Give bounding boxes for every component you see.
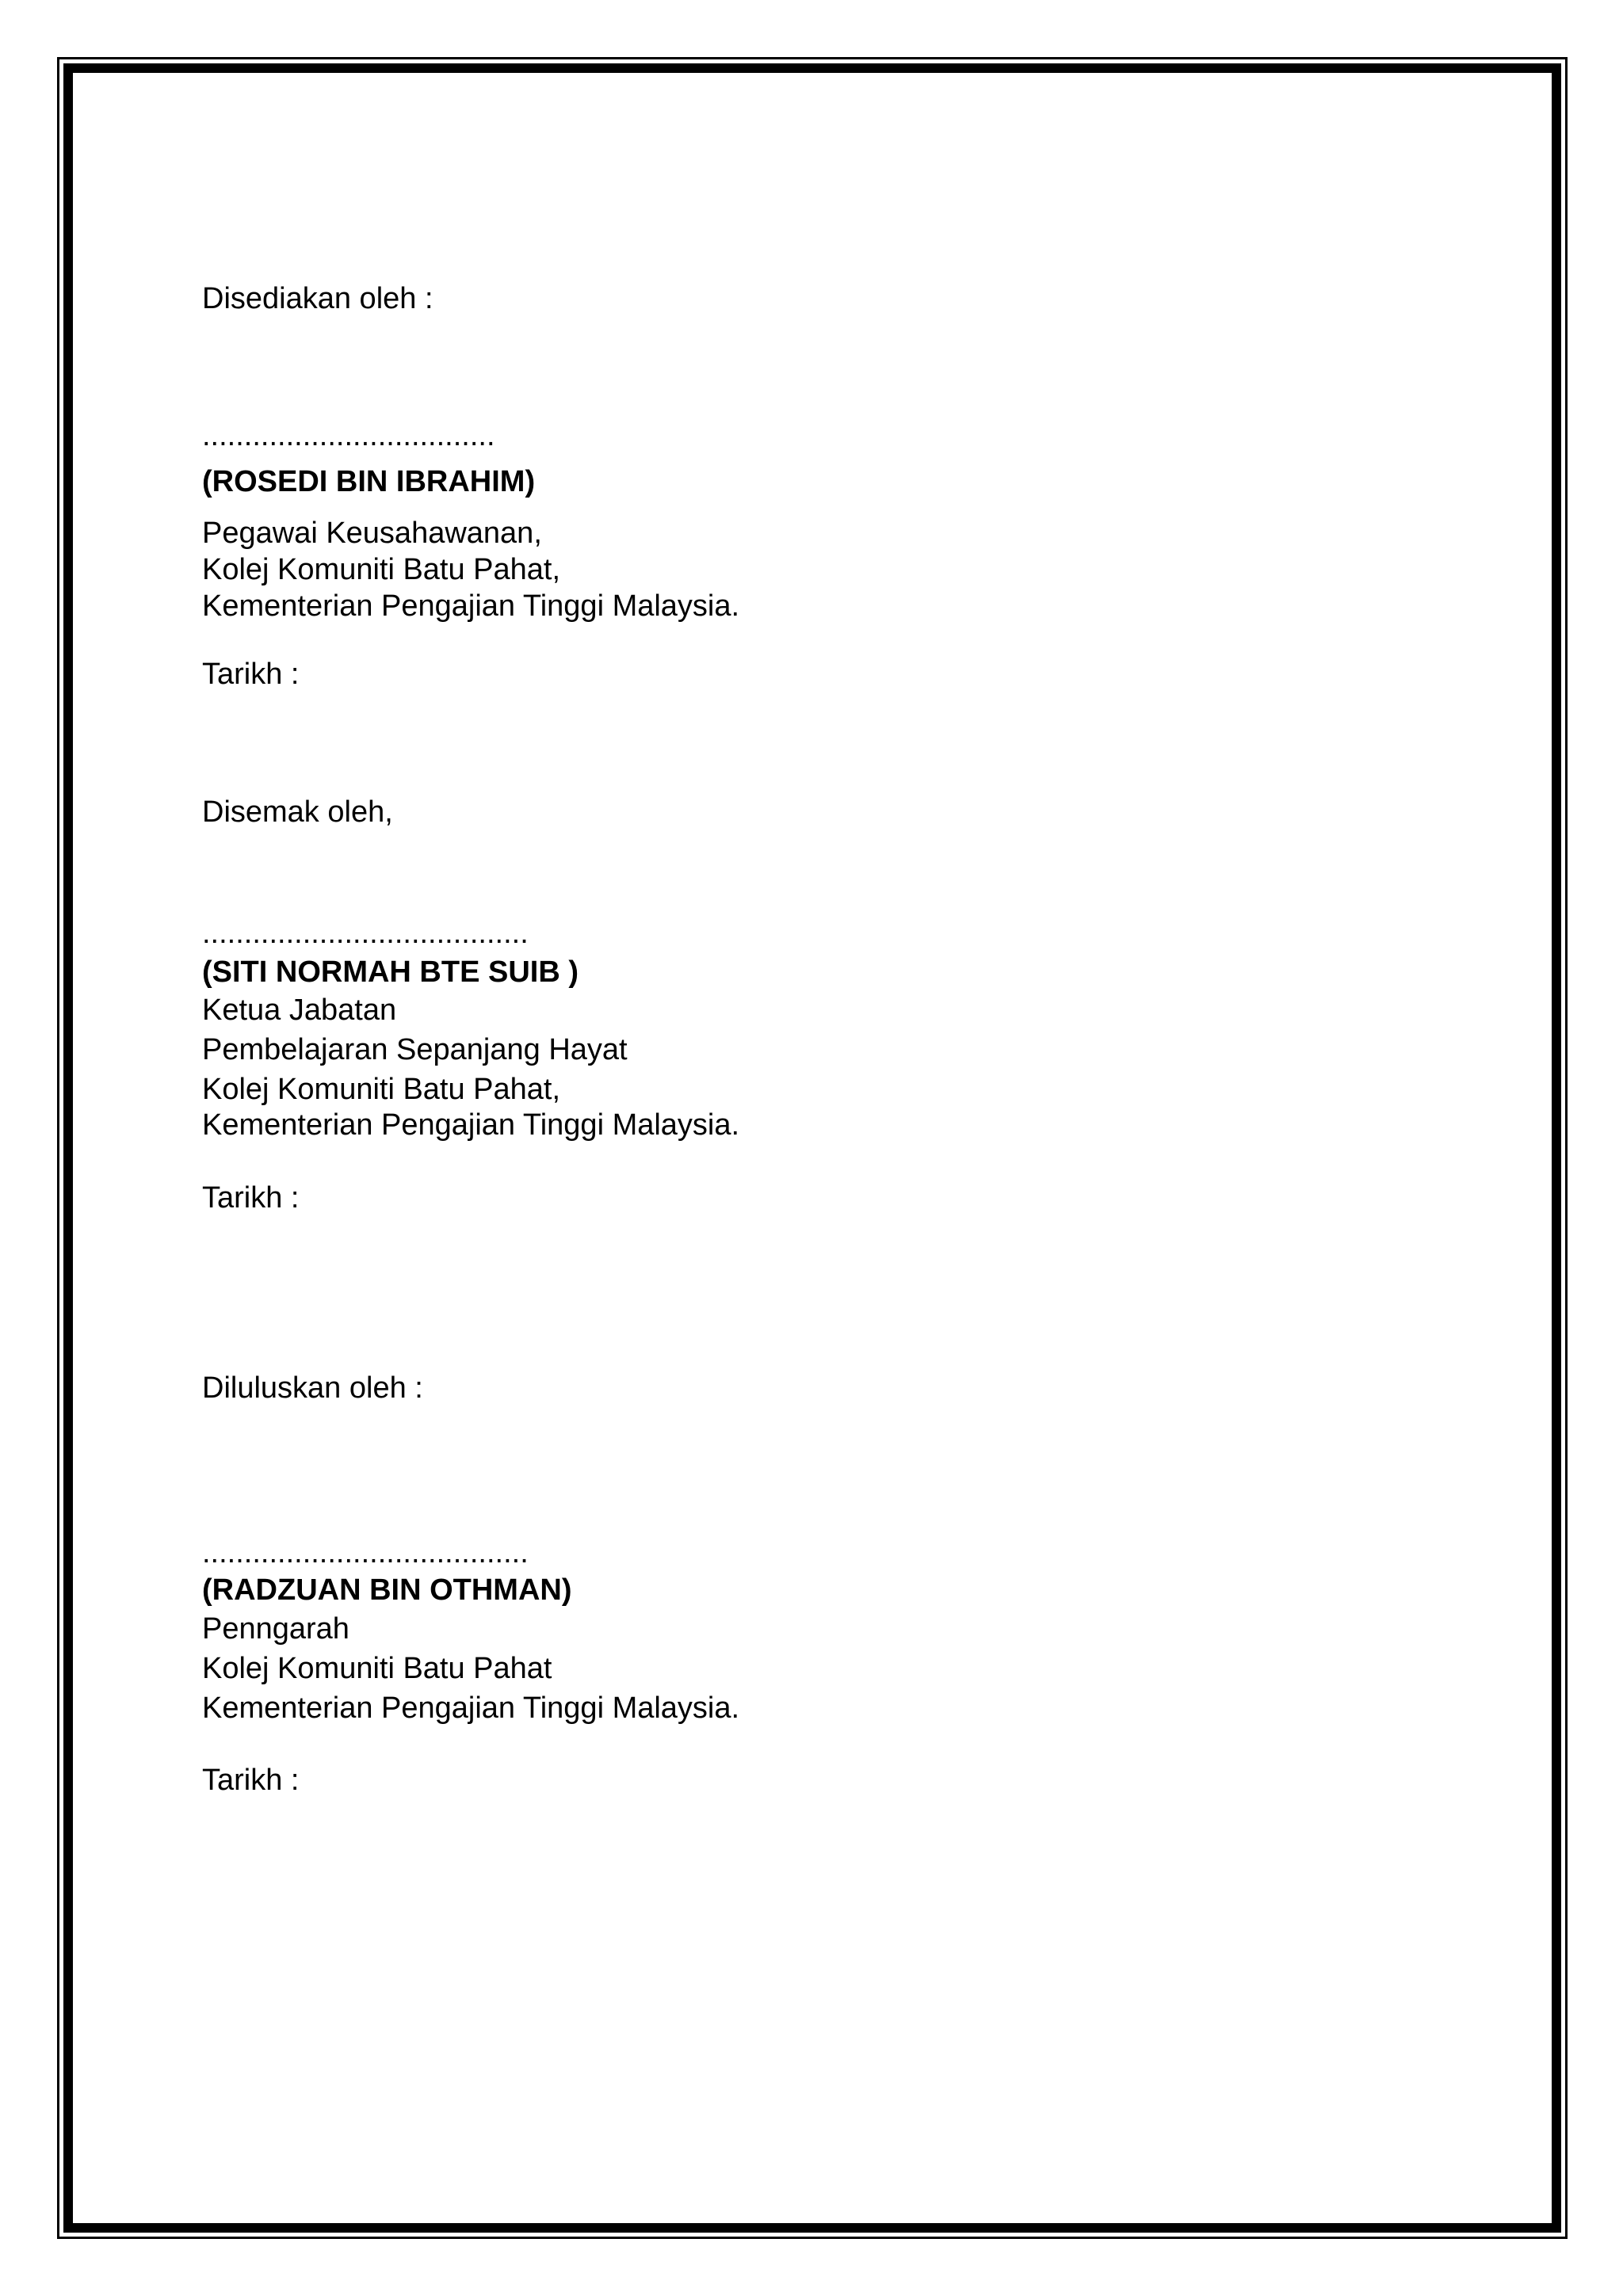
approved-name: (RADZUAN BIN OTHMAN)	[202, 1573, 572, 1607]
page-border-inner	[63, 63, 1561, 2233]
prepared-institution: Kolej Komuniti Batu Pahat,	[202, 553, 561, 586]
approved-ministry: Kementerian Pengajian Tinggi Malaysia.	[202, 1691, 740, 1725]
reviewed-ministry: Kementerian Pengajian Tinggi Malaysia.	[202, 1108, 740, 1142]
reviewed-position-1: Ketua Jabatan	[202, 994, 397, 1027]
approved-signature-line: .......................................	[202, 1536, 529, 1569]
reviewed-heading: Disemak oleh,	[202, 795, 393, 829]
reviewed-date-label: Tarikh :	[202, 1181, 300, 1215]
prepared-date-label: Tarikh :	[202, 658, 300, 691]
reviewed-name: (SITI NORMAH BTE SUIB )	[202, 955, 579, 989]
prepared-position: Pegawai Keusahawanan,	[202, 517, 542, 550]
prepared-name: (ROSEDI BIN IBRAHIM)	[202, 465, 536, 498]
approved-heading: Diluluskan oleh :	[202, 1371, 423, 1405]
approved-institution: Kolej Komuniti Batu Pahat	[202, 1652, 552, 1685]
reviewed-institution: Kolej Komuniti Batu Pahat,	[202, 1073, 561, 1106]
prepared-signature-line: ...................................	[202, 419, 495, 452]
prepared-heading: Disediakan oleh :	[202, 282, 433, 315]
approved-position: Penngarah	[202, 1612, 349, 1646]
reviewed-position-2: Pembelajaran Sepanjang Hayat	[202, 1033, 628, 1066]
prepared-ministry: Kementerian Pengajian Tinggi Malaysia.	[202, 589, 740, 623]
approved-date-label: Tarikh :	[202, 1764, 300, 1797]
reviewed-signature-line: .......................................	[202, 917, 529, 950]
